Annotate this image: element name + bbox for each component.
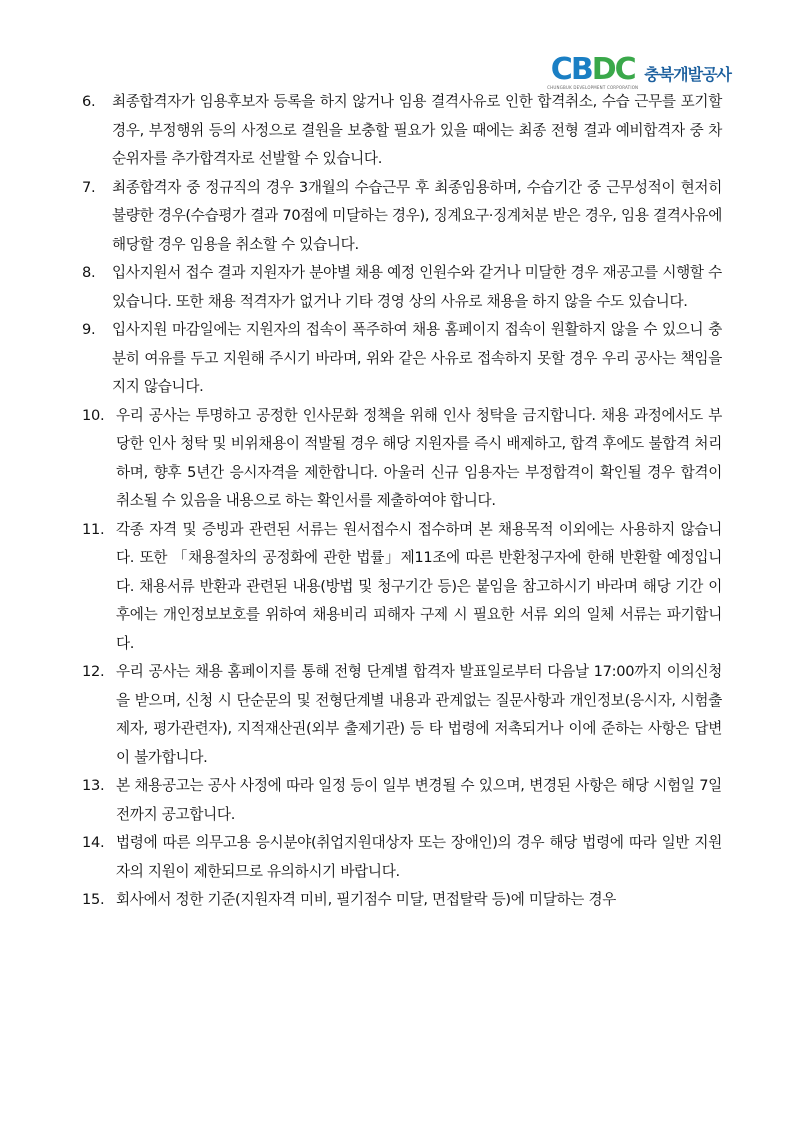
item-number: 9.: [82, 321, 96, 338]
item-text: 각종 자격 및 증빙과 관련된 서류는 원서접수시 접수하며 본 채용목적 이외에는 사용하지 않습니다. 또한 「채용절차의 공정화에 관한 법률」제11조에 따른 반환청구자에 한해 반환할 예정입니다. 채용서류 반환과 관련된 내용(방법 및 청구기간 등)은 붙임을 참고하시기 바라며 해당 기간 이후에는 개인정보보호를 위하여 채용비리 피해자 구제 시 필요한 서류 외의 일체 서류는 파기합니다.: [116, 520, 722, 652]
item-text: 법령에 따른 의무고용 응시분야(취업지원대상자 또는 장애인)의 경우 해당 법령에 따라 일반 지원자의 지원이 제한되므로 유의하시기 바랍니다.: [116, 834, 722, 880]
logo-letters: CBDC: [550, 52, 635, 87]
list-item: [82, 516, 722, 659]
item-text: 최종합격자 중 정규직의 경우 3개월의 수습근무 후 최종임용하며, 수습기간 중 근무성적이 현저히 불량한 경우(수습평가 결과 70점에 미달하는 경우), 징계요구·징계처분 받은 경우, 임용 결격사유에 해당할 경우 임용을 취소할 수 있습니다.: [112, 178, 722, 253]
item-text: 입사지원서 접수 결과 지원자가 분야별 채용 예정 인원수와 같거나 미달한 경우 재공고를 시행할 수 있습니다. 또한 채용 적격자가 없거나 기타 경영 상의 사유로 채용을 하지 않을 수도 있습니다.: [112, 264, 722, 310]
list-item: [82, 402, 722, 516]
list-item: [82, 658, 722, 772]
item-number: 14.: [82, 834, 105, 851]
list-item: [82, 772, 722, 829]
notice-list: [82, 88, 722, 915]
item-text: 우리 공사는 투명하고 공정한 인사문화 정책을 위해 인사 청탁을 금지합니다. 채용 과정에서도 부당한 인사 청탁 및 비위채용이 적발될 경우 해당 지원자를 즉시 배제하고, 합격 후에도 불합격 처리하며, 향후 5년간 응시자격을 제한합니다. 아울러 신규 임용자는 부정합격이 확인될 경우 합격이 취소될 수 있음을 내용으로 하는 확인서를 제출하여야 합니다.: [116, 406, 722, 509]
item-number: 7.: [82, 178, 96, 196]
item-number: 15.: [82, 891, 105, 908]
item-text: 입사지원 마감일에는 지원자의 접속이 폭주하여 채용 홈페이지 접속이 원활하지 않을 수 있으니 충분히 여유를 두고 지원해 주시기 바라며, 위와 같은 사유로 접속하지 못할 경우 우리 공사는 책임을 지지 않습니다.: [112, 321, 722, 395]
list-item: [82, 316, 722, 402]
item-text: 최종합격자가 임용후보자 등록을 하지 않거나 임용 결격사유로 인한 합격취소, 수습 근무를 포기할 경우, 부정행위 등의 사정으로 결원을 보충할 필요가 있을 때에는 최종 전형 결과 예비합격자 중 차순위자를 추가합격자로 선발할 수 있습니다.: [112, 93, 722, 167]
list-item: [82, 88, 722, 174]
item-text: 우리 공사는 채용 홈페이지를 통해 전형 단계별 합격자 발표일로부터 다음날 17:00까지 이의신청을 받으며, 신청 시 단순문의 및 전형단계별 내용과 관계없는 질문사항과 개인정보(응시자, 시험출제자, 평가관련자), 지적재산권(외부 출제기관) 등 타 법령에 저촉되거나 이에 준하는 사항은 답변이 불가합니다.: [116, 663, 722, 766]
list-item: [82, 886, 722, 915]
company-logo: [547, 52, 731, 90]
list-item: [82, 829, 722, 886]
item-number: 12.: [82, 663, 105, 680]
list-item: [82, 259, 722, 316]
item-number: 8.: [82, 264, 96, 281]
item-number: 13.: [82, 777, 105, 794]
cbdc-logo-mark: [547, 52, 639, 90]
item-text: 본 채용공고는 공사 사정에 따라 일정 등이 일부 변경될 수 있으며, 변경된 사항은 해당 시험일 7일 전까지 공고합니다.: [116, 777, 722, 823]
item-number: 10.: [82, 406, 105, 424]
item-text: 회사에서 정한 기준(지원자격 미비, 필기점수 미달, 면접탈락 등)에 미달하는 경우: [116, 891, 617, 908]
list-item: [82, 174, 722, 260]
item-number: 6.: [82, 93, 96, 110]
logo-subtitle: CHUNGBUK DEVELOPMENT CORPORATION: [547, 85, 639, 90]
logo-company-name: 충북개발공사: [644, 64, 731, 84]
item-number: 11.: [82, 520, 105, 538]
